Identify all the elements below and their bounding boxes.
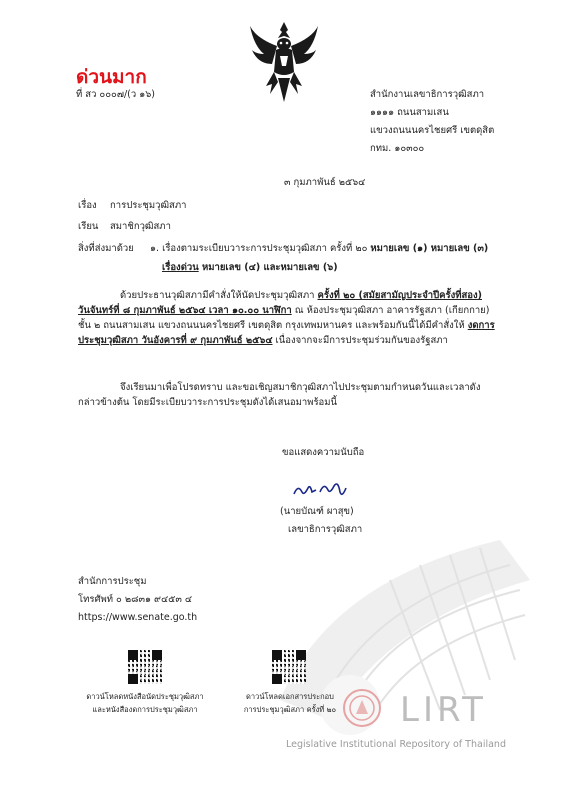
to-label: เรียน — [78, 221, 99, 232]
subject-value: การประชุมวุฒิสภา — [110, 200, 187, 211]
contact-phone: โทรศัพท์ ๐ ๒๘๓๑ ๙๔๕๓ ๔ — [78, 594, 193, 605]
enclosure-line2 — [162, 261, 338, 275]
contact-website[interactable]: https://www.senate.go.th — [78, 612, 198, 623]
office-address-line3: แขวงถนนนครไชยศรี เขตดุสิต — [370, 125, 495, 136]
enclosure-urgent-label: เรื่องด่วน — [162, 262, 199, 273]
urgency-label: ด่วนมาก — [76, 66, 147, 88]
para1-location: ณ ห้องประชุมวุฒิสภา อาคารรัฐสภา (เกียกกาย) ชั้น ๒ ถนนสามเสน แขวงถนนนครไชยศรี เขตดุสิต กรุงเทพมหานคร และพร้อมกันนี้ได้มีคำสั่งให้ — [78, 305, 490, 331]
enclosure-line1-bold: หมายเลข (๑) หมายเลข (๓) — [370, 243, 489, 254]
closing-salutation: ขอแสดงความนับถือ — [282, 447, 365, 458]
qr1-caption-line2: และหนังสืองดการประชุมวุฒิสภา — [92, 705, 198, 714]
lirt-watermark-word: LIRT — [400, 690, 487, 730]
para1-intro: ด้วยประธานวุฒิสภามีคำสั่งให้นัดประชุมวุฒิสภา — [120, 290, 318, 301]
signer-name: (นายบัณฑ์ ผาสุข) — [280, 506, 354, 517]
qr2-caption-line1: ดาวน์โหลดเอกสารประกอบ — [246, 692, 334, 701]
para1-meeting-date: ครั้งที่ ๒๐ (สมัยสามัญประจำปีครั้งที่สอง) วันจันทร์ที่ ๘ กุมภาพันธ์ ๒๕๖๔ เวลา ๑๐.๐๐ นาฬิกา — [78, 290, 482, 316]
letter-date: ๓ กุมภาพันธ์ ๒๕๖๔ — [284, 177, 366, 188]
signer-title: เลขาธิการวุฒิสภา — [288, 524, 363, 535]
qr-code-meeting-notice[interactable] — [128, 650, 162, 684]
subject-label: เรื่อง — [78, 200, 97, 211]
qr2-caption-line2: การประชุมวุฒิสภา ครั้งที่ ๒๐ — [243, 705, 337, 714]
para1-cancel-notice: งดการประชุมวุฒิสภา วันอังคารที่ ๙ กุมภาพันธ์ ๒๕๖๔ — [78, 320, 495, 346]
qr-code-meeting-documents[interactable] — [272, 650, 306, 684]
body-paragraph-2: จึงเรียนมาเพื่อโปรดทราบ และขอเชิญสมาชิกวุฒิสภาไปประชุมตามกำหนดวันและเวลาดังกล่าวข้างต้น โดยมีระเบียบวาระการประชุมดังได้เสนอมาพร้อมนี้ — [78, 382, 481, 408]
enclosure-line1 — [150, 242, 488, 256]
signature — [290, 478, 350, 502]
to-value: สมาชิกวุฒิสภา — [110, 221, 171, 232]
enclosure-line2-text: หมายเลข (๔) และหมายเลข (๖) — [198, 262, 338, 273]
garuda-emblem — [248, 20, 320, 104]
office-address-line1: สำนักงานเลขาธิการวุฒิสภา — [370, 89, 485, 100]
body-paragraph-1 — [78, 288, 496, 348]
enclosure-label: สิ่งที่ส่งมาด้วย — [78, 243, 134, 254]
reference-number: ที่ สว ๐๐๐๗/(ว ๑๖) — [76, 89, 156, 100]
para1-reason: เนื่องจากจะมีการประชุมร่วมกันของรัฐสภา — [272, 335, 448, 346]
senate-seal-watermark — [342, 688, 382, 728]
qr1-caption-line1: ดาวน์โหลดหนังสือนัดประชุมวุฒิสภา — [86, 692, 204, 701]
office-address-line4: กทม. ๑๐๓๐๐ — [370, 143, 425, 154]
contact-department: สำนักการประชุม — [78, 576, 147, 587]
lirt-watermark-subtitle: Legislative Institutional Repository of Thailand — [286, 739, 506, 750]
enclosure-line1-text: ๑. เรื่องตามระเบียบวาระการประชุมวุฒิสภา ครั้งที่ ๒๐ — [150, 243, 371, 254]
office-address-line2: ๑๑๑๑ ถนนสามเสน — [370, 107, 449, 118]
